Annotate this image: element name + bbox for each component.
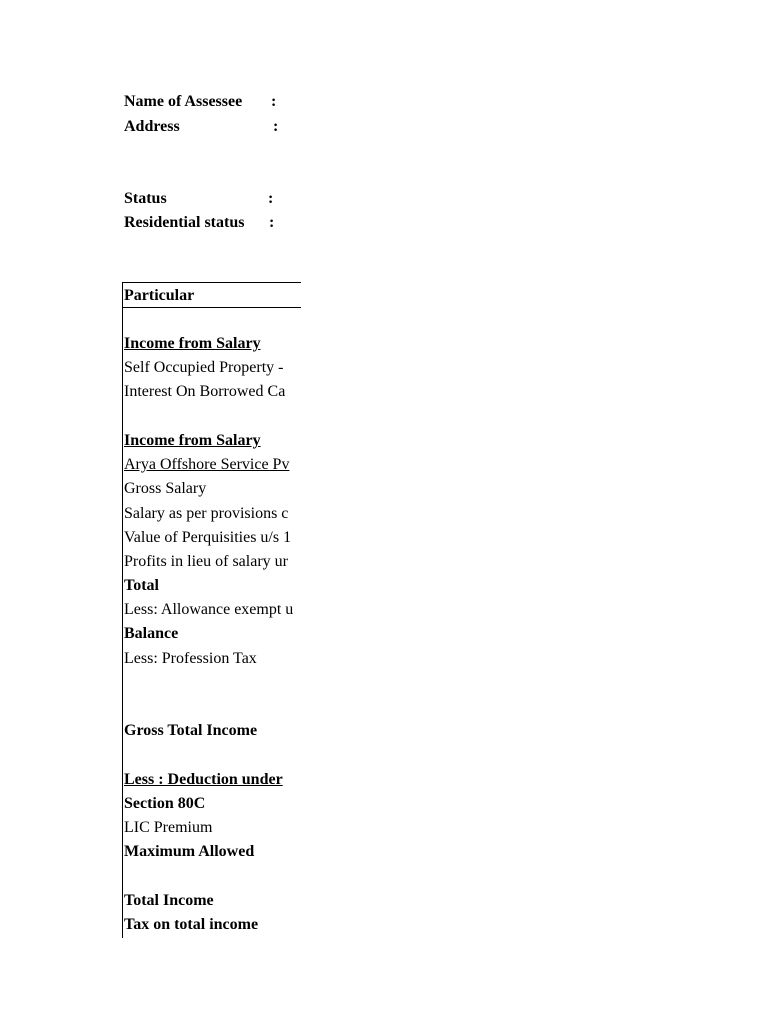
- table-row: Less: Profession Tax: [124, 650, 257, 667]
- table-row-total: Total: [124, 577, 159, 594]
- status-label: Status: [124, 190, 167, 207]
- residential-status-label: Residential status: [124, 214, 245, 231]
- header-bottom-border: [123, 307, 301, 308]
- table-row: Salary as per provisions c: [124, 505, 289, 522]
- table-row-section: Section 80C: [124, 795, 206, 812]
- address-row: [124, 117, 279, 137]
- table-row-max-allowed: Maximum Allowed: [124, 843, 255, 860]
- table-row: Interest On Borrowed Ca: [124, 383, 286, 400]
- address-label: Address: [124, 118, 180, 135]
- table-row: Profits in lieu of salary ur: [124, 553, 288, 570]
- colon: :: [273, 118, 279, 135]
- tax-on-total-income: Tax on total income: [124, 916, 259, 933]
- total-income: Total Income: [124, 892, 214, 909]
- employer-name: Arya Offshore Service Pv: [124, 456, 290, 473]
- section-heading: Income from Salary: [124, 335, 261, 352]
- colon: :: [268, 190, 274, 207]
- table-row: LIC Premium: [124, 819, 213, 836]
- table-row: Less: Allowance exempt u: [124, 601, 294, 618]
- assessee-name-label: Name of Assessee: [124, 93, 243, 110]
- computation-table: [122, 282, 301, 938]
- section-heading: Income from Salary: [124, 432, 261, 449]
- colon: :: [271, 93, 277, 110]
- status-row: [124, 189, 274, 209]
- section-heading: Less : Deduction under: [124, 771, 283, 788]
- table-row: Value of Perquisities u/s 1: [124, 529, 292, 546]
- gross-total-income: Gross Total Income: [124, 722, 258, 739]
- assessee-name-row: [124, 92, 277, 112]
- residential-status-row: [124, 213, 275, 233]
- table-top-border: [123, 282, 301, 283]
- table-row-balance: Balance: [124, 625, 179, 642]
- column-header-particular: Particular: [124, 287, 195, 304]
- colon: :: [269, 214, 275, 231]
- table-row: Gross Salary: [124, 480, 207, 497]
- table-row: Self Occupied Property -: [124, 359, 284, 376]
